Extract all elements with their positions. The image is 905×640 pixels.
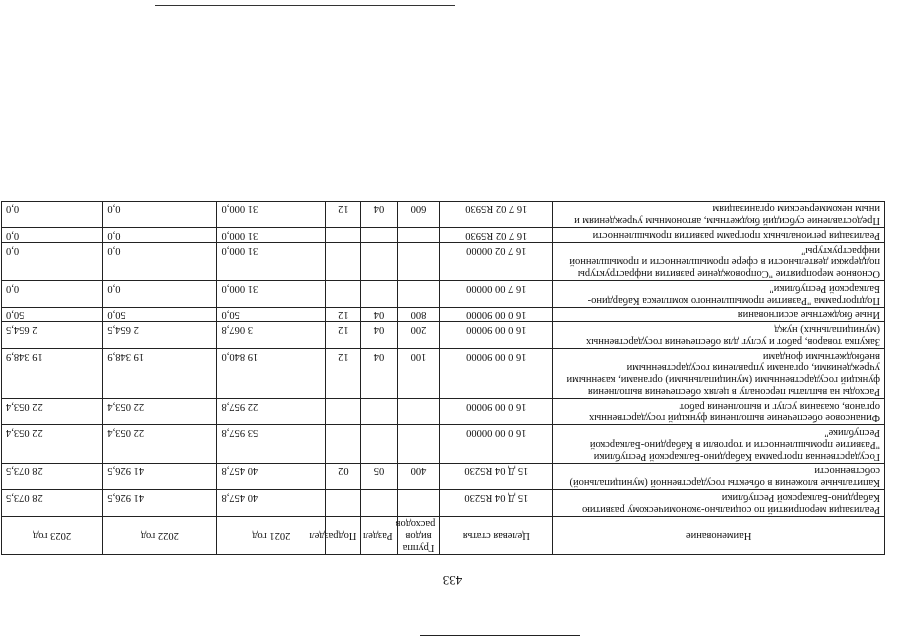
cell-section — [361, 228, 397, 243]
cell-year-2022: 0,0 — [103, 201, 217, 228]
table-body — [2, 201, 885, 516]
cell-target-article: 16 7 02 R5930 — [440, 201, 553, 228]
header-year-2022: 2022 год — [103, 516, 217, 554]
cell-year-2022: 50,0 — [103, 307, 217, 322]
header-target-article: Целевая статья — [440, 516, 553, 554]
cell-subsection: 12 — [326, 322, 361, 349]
cell-subsection: 12 — [326, 201, 361, 228]
cell-expense-type-group: 100 — [397, 349, 440, 399]
header-subsection: Подраздел — [326, 516, 361, 554]
cell-expense-type-group — [397, 425, 440, 463]
cell-year-2021: 40 457,8 — [217, 490, 326, 517]
table-row — [2, 281, 885, 308]
cell-subsection — [326, 281, 361, 308]
cell-year-2021: 50,0 — [217, 307, 326, 322]
table-row — [2, 349, 885, 399]
cell-target-article: 16 0 00 90000 — [440, 399, 553, 426]
cell-section — [361, 490, 397, 517]
cell-year-2021: 31 000,0 — [217, 228, 326, 243]
cell-year-2022: 22 053,4 — [103, 399, 217, 426]
cell-year-2023: 50,0 — [2, 307, 103, 322]
cell-year-2022: 0,0 — [103, 228, 217, 243]
cell-subsection — [326, 228, 361, 243]
table-row — [2, 322, 885, 349]
cell-target-article: 16 7 00 00000 — [440, 281, 553, 308]
cell-year-2023: 19 348,9 — [2, 349, 103, 399]
cell-subsection: 12 — [326, 307, 361, 322]
cell-name: Подпрограмма "Развитие промышленного комплекса Кабардино-Балкарской Республики" — [553, 281, 885, 308]
table-row — [2, 228, 885, 243]
cell-year-2022: 0,0 — [103, 281, 217, 308]
header-year-2021: 2021 год — [217, 516, 326, 554]
cell-target-article: 16 0 00 00000 — [440, 425, 553, 463]
header-section: Раздел — [361, 516, 397, 554]
cell-expense-type-group — [397, 281, 440, 308]
cell-year-2021: 31 000,0 — [217, 201, 326, 228]
cell-expense-type-group — [397, 228, 440, 243]
cell-target-article: 16 0 00 90000 — [440, 307, 553, 322]
cell-subsection — [326, 399, 361, 426]
cell-year-2023: 28 073,5 — [2, 463, 103, 490]
cell-year-2021: 31 000,0 — [217, 281, 326, 308]
header-name: Наименование — [553, 516, 885, 554]
cell-year-2021: 53 957,8 — [217, 425, 326, 463]
cell-year-2022: 19 348,9 — [103, 349, 217, 399]
table-row — [2, 307, 885, 322]
cell-name: Расходы на выплаты персоналу в целях обеспечения выполнения функций государственными (муниципальными) органами, казенными учреждениями, органами управления государственными внебюджетными фондами — [553, 349, 885, 399]
cell-name: Реализация региональных программ развития промышленности — [553, 228, 885, 243]
header-expense-type-group: Группа видов расходов — [397, 516, 440, 554]
bottom-rule — [155, 5, 455, 6]
cell-name: Закупка товаров, работ и услуг для обеспечения государственных (муниципальных) нужд — [553, 322, 885, 349]
cell-name: Иные бюджетные ассигнования — [553, 307, 885, 322]
cell-section: 04 — [361, 322, 397, 349]
cell-section: 04 — [361, 349, 397, 399]
cell-expense-type-group: 800 — [397, 307, 440, 322]
cell-year-2021: 3 067,8 — [217, 322, 326, 349]
cell-section: 05 — [361, 463, 397, 490]
cell-year-2023: 0,0 — [2, 201, 103, 228]
cell-section — [361, 425, 397, 463]
cell-year-2023: 0,0 — [2, 281, 103, 308]
cell-year-2022: 22 053,4 — [103, 425, 217, 463]
cell-year-2022: 2 654,5 — [103, 322, 217, 349]
cell-year-2023: 0,0 — [2, 243, 103, 281]
cell-year-2021: 31 000,0 — [217, 243, 326, 281]
cell-year-2022: 0,0 — [103, 243, 217, 281]
cell-section — [361, 243, 397, 281]
header-year-2023: 2023 год — [2, 516, 103, 554]
cell-target-article: 16 0 00 90000 — [440, 322, 553, 349]
table-row — [2, 490, 885, 517]
cell-name: Финансовое обеспечение выполнения функций государственных органов, оказания услуг и выполнения работ — [553, 399, 885, 426]
cell-target-article: 16 0 00 90000 — [440, 349, 553, 399]
cell-name: Капитальные вложения в объекты государственной (муниципальной) собственности — [553, 463, 885, 490]
cell-subsection — [326, 490, 361, 517]
cell-expense-type-group — [397, 490, 440, 517]
cell-section — [361, 281, 397, 308]
cell-year-2022: 41 926,5 — [103, 463, 217, 490]
cell-section: 04 — [361, 307, 397, 322]
cell-year-2021: 22 957,8 — [217, 399, 326, 426]
cell-year-2023: 22 053,4 — [2, 399, 103, 426]
cell-year-2023: 0,0 — [2, 228, 103, 243]
cell-year-2023: 2 654,5 — [2, 322, 103, 349]
cell-target-article: 16 7 02 00000 — [440, 243, 553, 281]
table-row — [2, 201, 885, 228]
table-row — [2, 425, 885, 463]
cell-subsection: 02 — [326, 463, 361, 490]
budget-table — [1, 201, 885, 555]
cell-expense-type-group — [397, 243, 440, 281]
cell-year-2021: 40 457,8 — [217, 463, 326, 490]
cell-target-article: 15 Д 04 R5230 — [440, 463, 553, 490]
table-row — [2, 243, 885, 281]
cell-year-2023: 28 073,5 — [2, 490, 103, 517]
cell-section — [361, 399, 397, 426]
cell-section: 04 — [361, 201, 397, 228]
cell-year-2023: 22 053,4 — [2, 425, 103, 463]
top-rule — [420, 635, 580, 636]
cell-year-2022: 41 926,5 — [103, 490, 217, 517]
cell-subsection — [326, 243, 361, 281]
table-row — [2, 463, 885, 490]
cell-subsection: 12 — [326, 349, 361, 399]
cell-expense-type-group: 400 — [397, 463, 440, 490]
cell-name: Государственная программа Кабардино-Балкарской Республики "Развитие промышленности и торговли в Кабардино-Балкарской Республике" — [553, 425, 885, 463]
cell-expense-type-group: 200 — [397, 322, 440, 349]
table-row — [2, 399, 885, 426]
table-header-row — [2, 516, 885, 554]
cell-name: Реализация мероприятий по социально-экономическому развитию Кабардино-Балкарской Республики — [553, 490, 885, 517]
cell-target-article: 16 7 02 R5930 — [440, 228, 553, 243]
cell-name: Основное мероприятие "Сопровождение развития инфраструктуры поддержки деятельности в сфере промышленности и промышленной инфраструктуры" — [553, 243, 885, 281]
cell-target-article: 15 Д 04 R5230 — [440, 490, 553, 517]
cell-subsection — [326, 425, 361, 463]
cell-name: Предоставление субсидий бюджетным, автономным учреждениям и иным некоммерческим организациям — [553, 201, 885, 228]
cell-expense-type-group: 600 — [397, 201, 440, 228]
cell-expense-type-group — [397, 399, 440, 426]
cell-year-2021: 19 840,0 — [217, 349, 326, 399]
page-number: 433 — [442, 573, 463, 588]
